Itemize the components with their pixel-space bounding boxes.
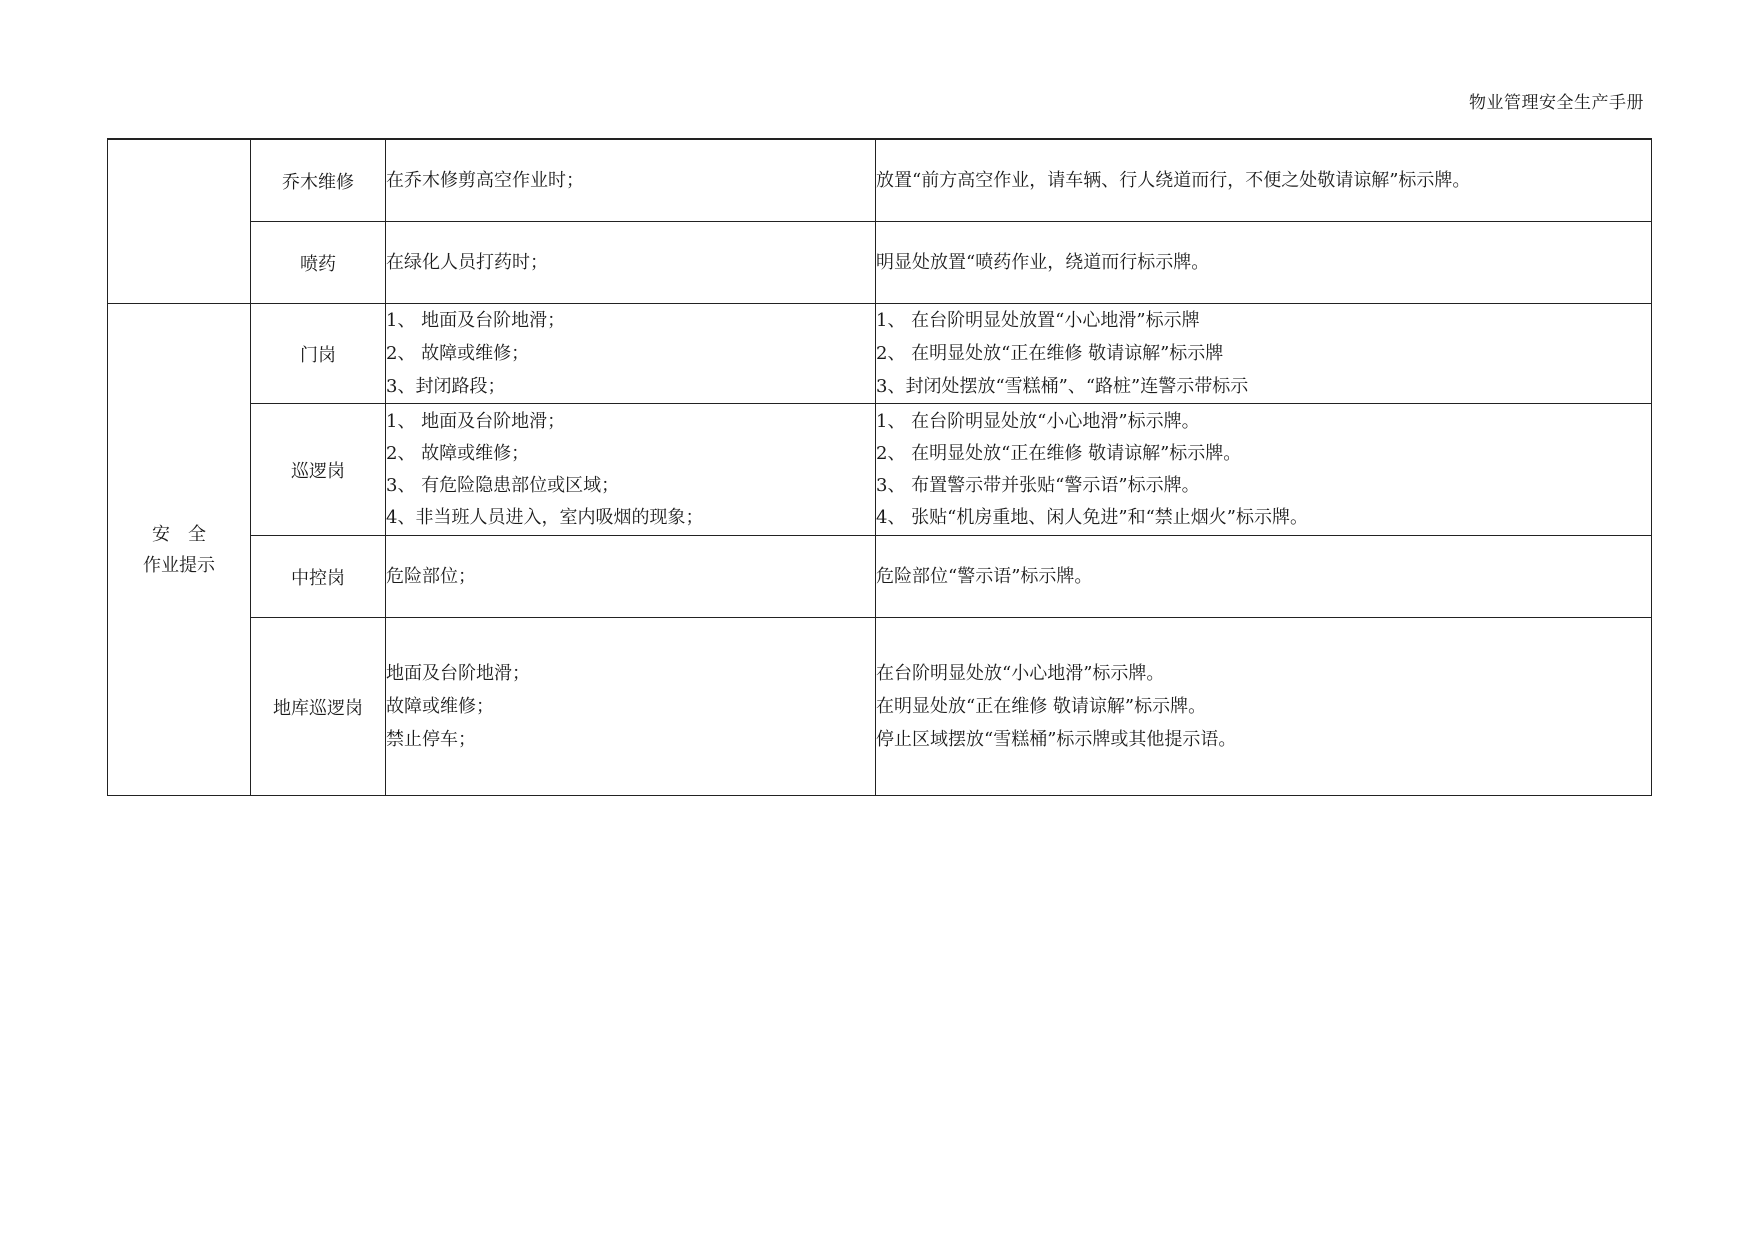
measures-cell (876, 222, 1652, 304)
condition-line: 地面及台阶地滑； (386, 663, 530, 684)
condition-line: 危险部位； (386, 566, 476, 587)
measure-line: 2、 在明显处放“正在维修 敬请谅解”标示牌。 (876, 442, 1242, 464)
conditions-cell (386, 222, 876, 304)
condition-line: 禁止停车； (386, 729, 476, 750)
conditions-cell (386, 304, 876, 404)
table-row (108, 404, 1652, 536)
category-cell (108, 304, 251, 796)
post-cell: 巡逻岗 (251, 404, 386, 536)
condition-line: 1、 地面及台阶地滑； (386, 310, 566, 331)
conditions-cell (386, 536, 876, 618)
measure-line: 在台阶明显处放“小心地滑”标示牌。 (876, 663, 1165, 684)
measure-line: 停止区域摆放“雪糕桶”标示牌或其他提示语。 (876, 729, 1237, 750)
table-row (108, 139, 1652, 222)
conditions-cell (386, 618, 876, 796)
post-cell: 喷药 (251, 222, 386, 304)
measures-cell (876, 304, 1652, 404)
measure-line: 2、 在明显处放“正在维修 敬请谅解”标示牌 (876, 343, 1224, 364)
condition-line: 2、 故障或维修； (386, 343, 530, 364)
condition-line: 1、 地面及台阶地滑； (386, 410, 566, 432)
condition-line: 在乔木修剪高空作业时； (386, 170, 584, 191)
table-row (108, 304, 1652, 404)
measure-line: 放置“前方高空作业，请车辆、行人绕道而行，不便之处敬请谅解”标示牌。 (876, 170, 1471, 191)
condition-line: 故障或维修； (386, 696, 494, 717)
condition-line: 4、非当班人员进入，室内吸烟的现象； (386, 506, 704, 528)
post-cell: 乔木维修 (251, 139, 386, 222)
measure-line: 1、 在台阶明显处放“小心地滑”标示牌。 (876, 410, 1200, 432)
category-cell-empty (108, 139, 251, 304)
measures-cell (876, 139, 1652, 222)
measures-cell (876, 404, 1652, 536)
table-row (108, 536, 1652, 618)
conditions-cell (386, 404, 876, 536)
condition-line: 3、 有危险隐患部位或区域； (386, 474, 620, 496)
measure-line: 3、 布置警示带并张贴“警示语”标示牌。 (876, 474, 1200, 496)
table-row (108, 618, 1652, 796)
post-cell: 地库巡逻岗 (251, 618, 386, 796)
table-row (108, 222, 1652, 304)
measure-line: 1、 在台阶明显处放置“小心地滑”标示牌 (876, 310, 1200, 331)
measure-line: 在明显处放“正在维修 敬请谅解”标示牌。 (876, 696, 1207, 717)
condition-line: 2、 故障或维修； (386, 442, 530, 464)
measures-cell (876, 618, 1652, 796)
condition-line: 3、封闭路段； (386, 376, 506, 397)
measure-line: 3、封闭处摆放“雪糕桶”、“路桩”连警示带标示 (876, 376, 1249, 397)
measure-line: 危险部位“警示语”标示牌。 (876, 566, 1093, 587)
category-label-line2: 作业提示 (143, 554, 215, 576)
safety-table (107, 138, 1652, 796)
post-cell: 中控岗 (251, 536, 386, 618)
category-label-line1: 安 全 (152, 523, 206, 545)
post-cell: 门岗 (251, 304, 386, 404)
conditions-cell (386, 139, 876, 222)
measure-line: 明显处放置“喷药作业，绕道而行标示牌。 (876, 252, 1210, 273)
page-header-title: 物业管理安全生产手册 (1469, 93, 1644, 113)
measure-line: 4、 张贴“机房重地、闲人免进”和“禁止烟火”标示牌。 (876, 506, 1308, 528)
condition-line: 在绿化人员打药时； (386, 252, 548, 273)
measures-cell (876, 536, 1652, 618)
